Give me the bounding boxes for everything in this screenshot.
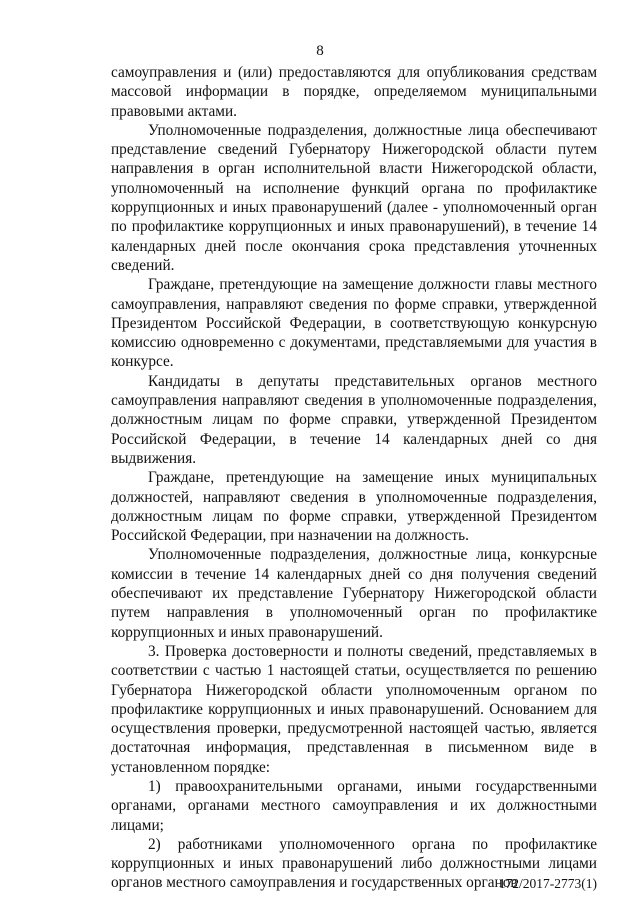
document-body (111, 63, 597, 893)
paragraph-section-3: 3. Проверка достоверности и полноты сведений, представляемых в соответствии с частью 1 настоящей статьи, осуществляется по решению Губернатора Нижегородской области уполномоченным органом по профилактике коррупционных и иных правонарушений. Основанием для осуществления проверки, предусмотренной настоящей частью, является достаточная информация, представленная в письменном виде в установленном порядке: (111, 642, 597, 776)
list-item-1: 1) правоохранительными органами, иными государственными органами, органами местного самоуправления и их должностными лицами; (111, 777, 597, 834)
paragraph: Граждане, претендующие на замещение должности главы местного самоуправления, направляют сведения по форме справки, утвержденной Президентом Российской Федерации, в соответствующую конкурсную комиссию одновременно с документами, представляемыми для участия в конкурсе. (111, 276, 597, 371)
paragraph: Кандидаты в депутаты представительных органов местного самоуправления направляют сведения в уполномоченные подразделения, должностным лицам по форме справки, утвержденной Президентом Российской Федерации, в течение 14 календарных дней со дня выдвижения. (111, 372, 597, 467)
list-item-2: 2) работниками уполномоченного органа по профилактике коррупционных и иных правонарушений либо должностными лицами органов местного самоуправления и государственных органов (111, 835, 597, 892)
page-number: 8 (316, 43, 324, 59)
paragraph-continuation: самоуправления и (или) предоставляются для опубликования средствам массовой информации в порядке, определяемом муниципальными правовыми актами. (111, 64, 597, 120)
paragraph: Уполномоченные подразделения, должностные лица, конкурсные комиссии в течение 14 календарных дней со дня получения сведений обеспечивают их представление Губернатору Нижегородской области путем направления в уполномоченный орган по профилактике коррупционных и иных правонарушений. (111, 546, 597, 641)
paragraph: Уполномоченные подразделения, должностные лица обеспечивают представление сведений Губернатору Нижегородской области путем направления в орган исполнительной власти Нижегородской области, уполномоченный на исполнение функций органа по профилактике коррупционных и иных правонарушений (далее - уполномоченный орган по профилактике коррупционных и иных правонарушений), в течение 14 календарных дней после окончания срока представления уточненных сведений. (111, 121, 597, 274)
paragraph: Граждане, претендующие на замещение иных муниципальных должностей, направляют сведения в уполномоченные подразделения, должностным лицам по форме справки, утвержденной Президентом Российской Федерации, при назначении на должность. (111, 469, 597, 545)
document-code: 172/2017-2773(1) (498, 876, 597, 891)
